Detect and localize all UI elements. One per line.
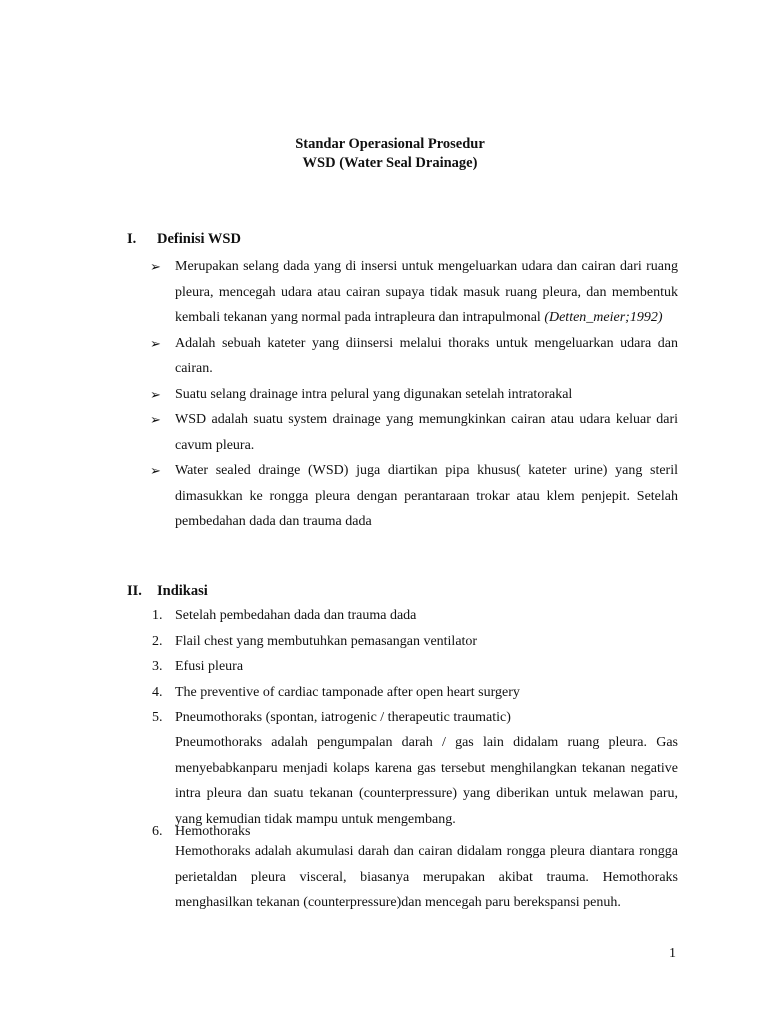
indication-list: [150, 603, 678, 731]
item-number: 3.: [152, 659, 163, 674]
list-item: [150, 331, 678, 382]
section-heading-definisi: [127, 231, 241, 248]
document-subtitle: WSD (Water Seal Drainage): [302, 155, 478, 171]
list-item: [150, 254, 678, 331]
list-item: [150, 603, 678, 629]
section-number: I.: [127, 231, 137, 247]
item-number: 5.: [152, 710, 163, 725]
item-text: Setelah pembedahan dada dan trauma dada: [175, 608, 417, 623]
item-text: Flail chest yang membutuhkan pemasangan ventilator: [175, 633, 478, 649]
bullet-text: WSD adalah suatu system drainage yang memungkinkan cairan atau udara keluar dari cavum pleura.: [175, 412, 678, 453]
arrow-bullet-icon: ➢: [150, 335, 161, 351]
arrow-bullet-icon: ➢: [150, 259, 161, 274]
list-item: [150, 705, 678, 731]
list-item: [150, 458, 678, 535]
item-text: Hemothoraks: [175, 824, 251, 839]
arrow-bullet-icon: ➢: [150, 386, 161, 402]
item-number: 1.: [152, 608, 163, 623]
list-item: [150, 629, 678, 655]
citation: (Detten_meier;1992): [544, 310, 663, 325]
list-item: [150, 654, 678, 680]
bullet-text: Merupakan selang dada yang di insersi untuk mengeluarkan udara dan cairan dari ruang pleura, mencegah udara atau cairan supaya tidak masuk ruang pleura, dan membentuk kembali tekanan yang normal pada intrapleura dan intrapulmonal: [175, 259, 678, 325]
item-number: 4.: [152, 684, 163, 700]
item-text: Efusi pleura: [175, 659, 244, 674]
bullet-text: Suatu selang drainage intra pelural yang digunakan setelah intratorakal: [175, 386, 573, 402]
hemothoraks-description: Hemothoraks adalah akumulasi darah dan cairan didalam rongga pleura diantara rongga perietaldan pleura visceral, biasanya merupakan akibat trauma. Hemothoraks menghasilkan tekanan (counterpressure)dan mencegah paru berekspansi penuh.: [175, 844, 678, 911]
item-number: 2.: [152, 633, 163, 649]
section-number: II.: [127, 583, 142, 599]
pneumothoraks-description: Pneumothoraks adalah pengumpalan darah / gas lain didalam ruang pleura. Gas menyebabkanparu menjadi kolaps karena gas tersebut menghilangkan tekanan negative intra pleura dan suatu tekanan (counterpressure) yang diberikan untuk melawan paru, yang kemudian tidak mampu untuk mengembang.: [175, 735, 678, 828]
list-item: [150, 680, 678, 706]
arrow-bullet-icon: ➢: [150, 412, 161, 427]
list-item: [150, 382, 678, 408]
definition-bullet-list: [150, 254, 678, 535]
section-title: Definisi WSD: [157, 231, 241, 247]
bullet-text: Water sealed drainge (WSD) juga diartikan pipa khusus( kateter urine) yang steril dimasukkan ke rongga pleura dengan perantaraan trokar atau klem penjepit. Setelah pembedahan dada dan trauma dada: [175, 463, 678, 529]
section-heading-indikasi: [127, 583, 208, 600]
item-text: The preventive of cardiac tamponade after open heart surgery: [175, 684, 520, 700]
list-item: [150, 407, 678, 458]
section-title: Indikasi: [157, 583, 208, 599]
item-text: Pneumothoraks (spontan, iatrogenic / therapeutic traumatic): [175, 710, 511, 725]
item-number: 6.: [152, 824, 163, 839]
bullet-text: Adalah sebuah kateter yang diinsersi melalui thoraks untuk mengeluarkan udara dan cairan.: [175, 335, 678, 376]
page-number: 1: [669, 946, 676, 961]
document-title: Standar Operasional Prosedur: [295, 136, 485, 152]
arrow-bullet-icon: ➢: [150, 463, 161, 478]
